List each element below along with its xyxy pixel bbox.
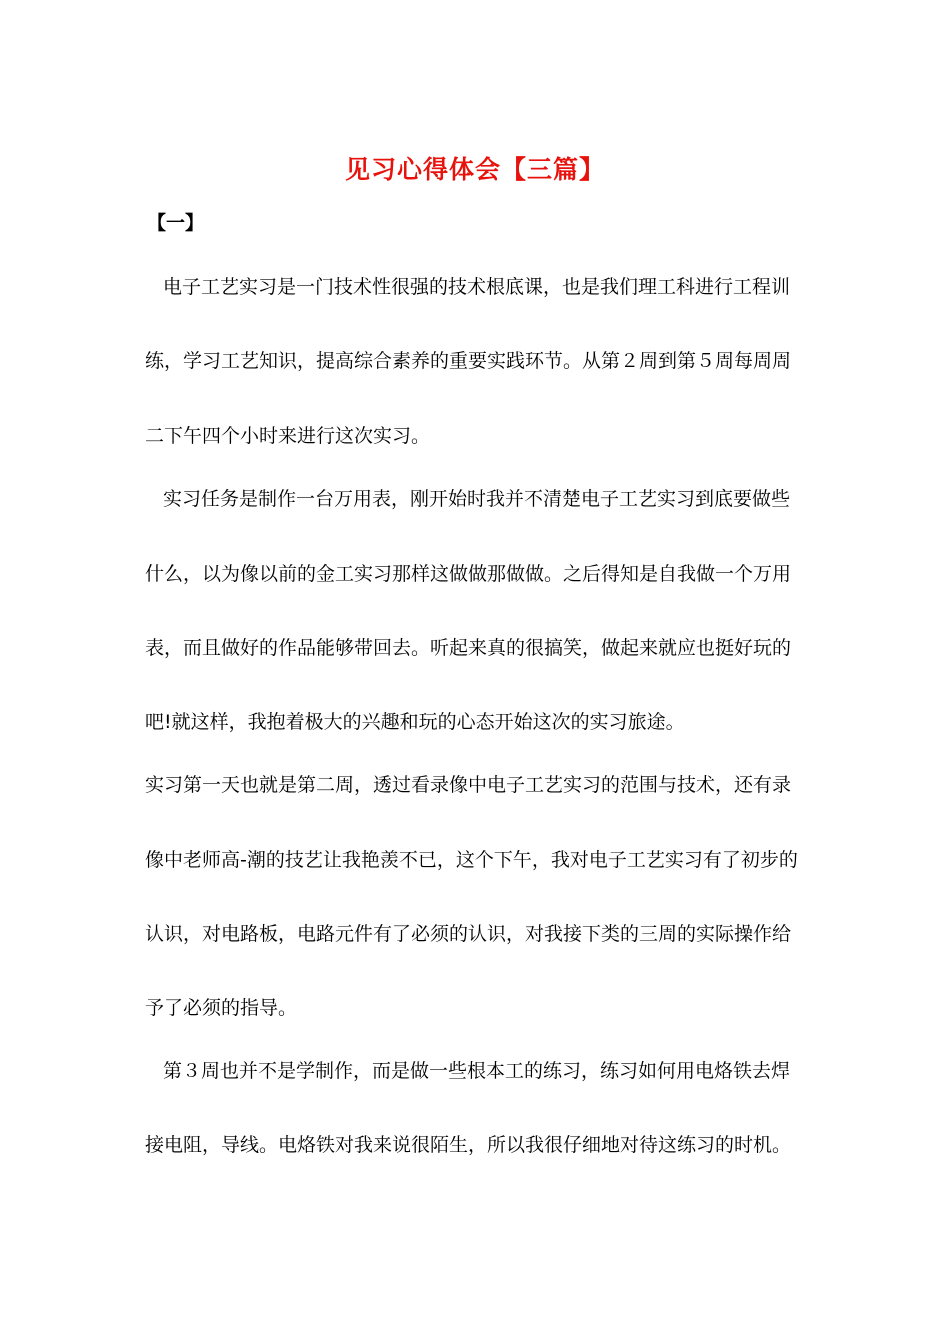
- paragraph-line: 二下午四个小时来进行这次实习。: [145, 425, 431, 447]
- paragraph-line: 接电阻，导线。电烙铁对我来说很陌生，所以我很仔细地对待这练习的时机。: [145, 1134, 792, 1156]
- paragraph-line: 像中老师高-潮的技艺让我艳羡不已，这个下午，我对电子工艺实习有了初步的: [145, 849, 798, 871]
- paragraph-line: 认识，对电路板，电路元件有了必须的认识，对我接下类的三周的实际操作给: [145, 923, 792, 945]
- paragraph-line: 实习任务是制作一台万用表，刚开始时我并不清楚电子工艺实习到底要做些: [163, 488, 791, 510]
- section-label: 【一】: [147, 212, 205, 234]
- paragraph-line: 实习第一天也就是第二周，透过看录像中电子工艺实习的范围与技术，还有录: [145, 774, 792, 796]
- paragraph-line: 吧!就这样，我抱着极大的兴趣和玩的心态开始这次的实习旅途。: [145, 711, 685, 733]
- paragraph-line: 电子工艺实习是一门技术性很强的技术根底课，也是我们理工科进行工程训: [163, 276, 791, 298]
- paragraph-line: 表，而且做好的作品能够带回去。听起来真的很搞笑，做起来就应也挺好玩的: [145, 637, 792, 659]
- paragraph-line: 练，学习工艺知识，提高综合素养的重要实践环节。从第２周到第５周每周周: [145, 350, 792, 372]
- paragraph-line: 什么，以为像以前的金工实习那样这做做那做做。之后得知是自我做一个万用: [145, 563, 792, 585]
- document-title: 见习心得体会【三篇】: [344, 155, 605, 184]
- paragraph-line: 第３周也并不是学制作，而是做一些根本工的练习，练习如何用电烙铁去焊: [163, 1060, 791, 1082]
- paragraph-line: 予了必须的指导。: [145, 997, 298, 1019]
